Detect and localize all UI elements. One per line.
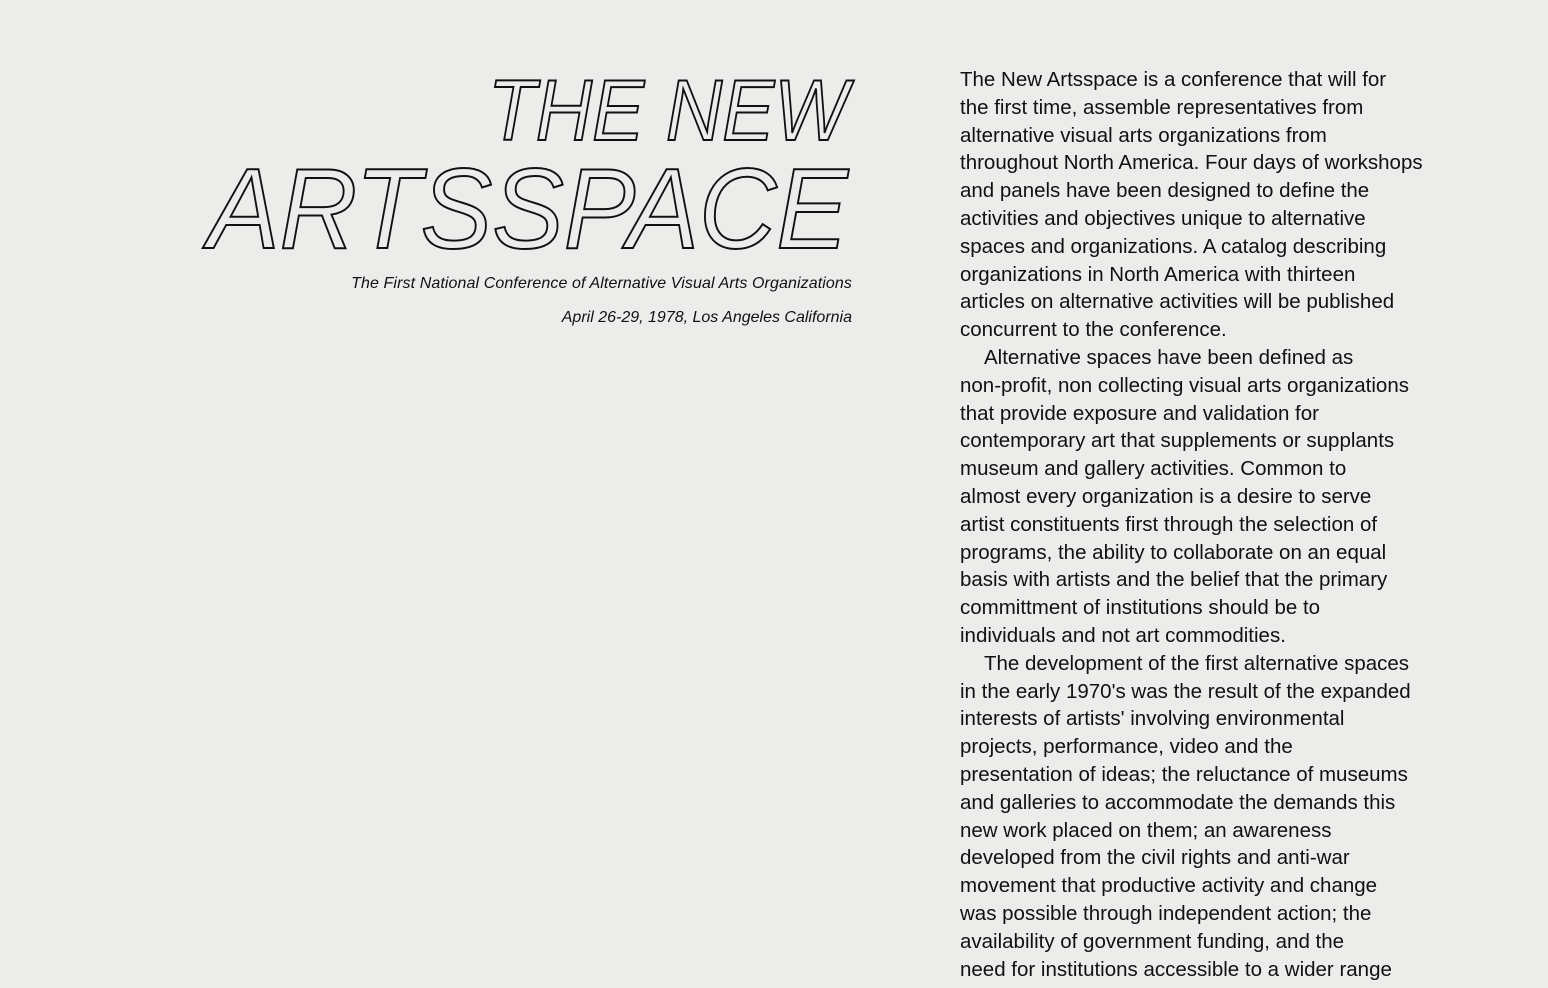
text-line: interests of artists' involving environmental: [960, 707, 1345, 731]
text-line: organizations in North America with thirteen: [960, 262, 1356, 286]
text-line: articles on alternative activities will be published: [960, 290, 1395, 314]
text-line: The New Artsspace is a conference that will for: [960, 68, 1387, 91]
text-line: new work placed on them; an awareness: [960, 818, 1332, 842]
text-line: concurrent to the conference.: [960, 318, 1227, 342]
paragraph-3: [960, 650, 1472, 984]
text-line: that provide exposure and validation for: [960, 401, 1319, 425]
text-line: contemporary art that supplements or supplants: [960, 429, 1395, 453]
text-line: individuals and not art commodities.: [960, 623, 1286, 647]
conference-dateline: April 26-29, 1978, Los Angeles California: [561, 309, 852, 326]
text-line: the first time, assemble representatives from: [960, 95, 1364, 119]
text-line: non-profit, non collecting visual arts organizations: [960, 373, 1409, 397]
text-line: alternative visual arts organizations from: [960, 123, 1327, 147]
text-line: Alternative spaces have been defined as: [984, 345, 1354, 369]
text-line: The development of the first alternative spaces: [984, 651, 1410, 675]
text-line: artist constituents first through the selection of: [960, 512, 1378, 536]
text-line: and galleries to accommodate the demands this: [960, 790, 1396, 814]
text-line: projects, performance, video and the: [960, 735, 1293, 759]
text-line: presentation of ideas; the reluctance of museums: [960, 762, 1408, 786]
text-line: museum and gallery activities. Common to: [960, 457, 1347, 481]
text-line: activities and objectives unique to alternative: [960, 206, 1366, 230]
text-line: in the early 1970's was the result of the expanded: [960, 679, 1411, 703]
text-line: developed from the civil rights and anti-war: [960, 846, 1350, 870]
paragraph-1: [960, 66, 1472, 344]
text-line: need for institutions accessible to a wider range: [960, 957, 1392, 981]
article-body: [960, 66, 1472, 983]
paragraph-2: [960, 344, 1472, 650]
text-line: availability of government funding, and the: [960, 929, 1345, 953]
text-line: throughout North America. Four days of workshops: [960, 151, 1423, 175]
text-line: spaces and organizations. A catalog describing: [960, 234, 1387, 258]
text-line: and panels have been designed to define the: [960, 179, 1370, 203]
text-line: movement that productive activity and change: [960, 874, 1378, 898]
text-line: committment of institutions should be to: [960, 596, 1321, 620]
text-line: basis with artists and the belief that the primary: [960, 568, 1388, 592]
conference-logo: [200, 60, 860, 260]
text-line: almost every organization is a desire to serve: [960, 484, 1372, 508]
text-line: programs, the ability to collaborate on an equal: [960, 540, 1387, 564]
logo-line-2: ARTSSPACE: [202, 146, 850, 260]
text-line: was possible through independent action; the: [960, 901, 1372, 925]
logo-line-1: THE NEW: [488, 63, 855, 159]
conference-subtitle: The First National Conference of Alternative Visual Arts Organizations: [351, 275, 852, 292]
